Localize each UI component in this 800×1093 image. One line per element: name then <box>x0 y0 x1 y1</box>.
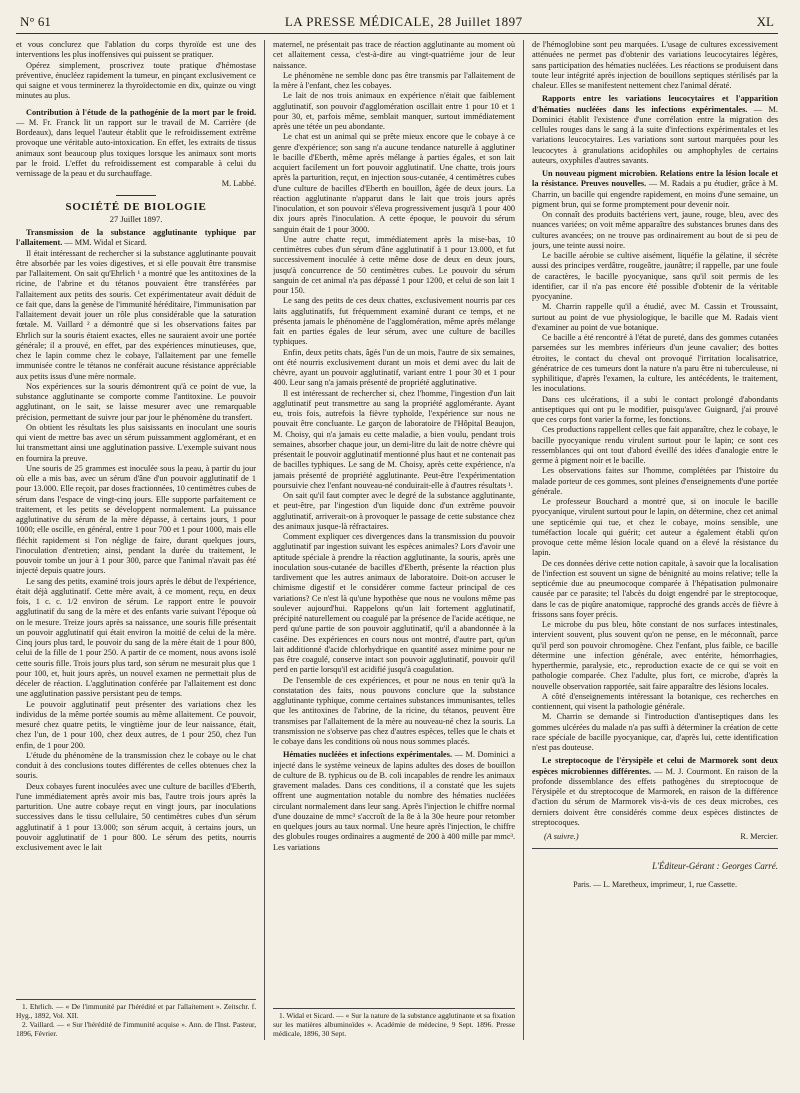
paragraph: On connaît des produits bactériens vert, jaune, rouge, bleu, avec des nuances variées; on voit même apparaître des substances brunes dans des cultures avancées; on ne trouve pas ordinairement au bout de si peu de jours, une teinte aussi noire. <box>532 210 778 250</box>
paragraph: Le sang des petits, examiné trois jours après le début de l'expérience, était déjà agglutinatif. Cette mère avait, à ce moment, reçu, en deux fois, 1 c. c. 1/2 environ de sérum. Le rapport entre le pouvoir agglutinatif du sang de la mère et des enfants varie suivant l'époque où on le mesure. Treize jours après sa naissance, une souris fille présentait un pouvoir agglutinatif qui était environ la moitié de celui de la mère. Cinq jours plus tard, le pouvoir du sang de la mère était de 1 pour 800, celui de la fille de 1 pour 250. A partir de ce moment, nous avons isolé cette souris fille. Trois jours plus tard, son sérum ne mesurait plus que 1 pour 100, et, huit jours après, un nouvel examen ne permettait plus de déceler de réaction. L'agglutination conférée par l'allaitement est donc une agglutination passive persistant peu de temps. <box>16 576 257 699</box>
page-number: XL <box>756 14 774 29</box>
paragraph: et vous conclurez que l'ablation du corps thyroïde est une des interventions les plus inoffensives qui puissent se pratiquer. <box>16 40 257 60</box>
paragraph: On obtient les résultats les plus saisissants en inoculant une souris qui vient de mettre bas avec un sérum puissamment agglomérant, et en lui transmettant ainsi une agglutination passive. L'exemple suivant nous en fournira la preuve. <box>16 422 257 463</box>
paragraph: Nos expériences sur la souris démontrent qu'à ce point de vue, la substance agglutinante se comporte comme l'antitoxine. Le pouvoir agglutinant, on le sait, se laisse mesurer avec une remarquable précision, permettant de suivre jour par jour le phénomène du transfert. <box>16 381 257 422</box>
society-date: 27 Juillet 1897. <box>109 213 163 224</box>
paragraph: Le pouvoir agglutinatif peut présenter des variations chez les individus de la même portée soumis au même allaitement. Ce pouvoir, mesuré chez quatre petits, le vingtième jour de leur naissance, était, chez l'un, de 1 pour 100, chez deux autres, de 1 pour 250, chez l'un enfin, de 1 pour 200. <box>16 699 257 750</box>
paragraph: Comment expliquer ces divergences dans la transmission du pouvoir agglutinatif par ingestion suivant les espèces animales? Lors d'avoir une aptitude spéciale à prendre la réaction agglutinante, la souris, après une inoculation sous-cutanée de bacilles d'Eberth, présente la réaction plus tardivement que les autres animaux de laboratoire. Doit-on accuser le chimisme digestif et le considérer comme facteur principal de ces variations? Ce n'est là qu'une hypothèse que nous ne voulons même pas soulever aujourd'hui. Rappelons qu'un lait fortement agglutinatif, précipité naturellement ou coagulé par la présence de l'acide acétique, ne perd qu'une partie de son pouvoir agglutinatif, qu'il a abandonnée à la caséine. Des expériences en cours nous ont montré, d'autre part, qu'un lait additionné d'acide chlorhydrique en quantité assez minime pour ne pas être coagulé, conserve intact son pouvoir agglutinatif, pouvoir qu'il perd en partie lorsqu'il est acidifié jusqu'à coagulation. <box>273 532 516 675</box>
strepto-text: — M. J. Courmont. En raison de la profonde dissemblance des effets pathogènes du streptocoque de l'érysipèle et du streptocoque de Marmorek, en raison de la différence d'action du sérum de Marmorek vis-à-vis de ces deux microbes, ces derniers doivent être considérés comme deux espèces distinctes de streptocoques. <box>532 766 778 827</box>
strepto-article <box>532 756 778 828</box>
column-2 <box>273 40 515 1040</box>
paragraph: Le microbe du pus bleu, hôte constant de nos surfaces intestinales, intervient souvent, plus souvent qu'on ne pense, en le méconnaît, parce qu'il perd son pouvoir chromogène. Chez l'enfant, plus faible, ce bacille détermine une infection générale, avec entérite, hémorrhagies, hyperthermie, paralysie, etc., reproduction exacte de ce qui se voit en pathologie comparée. Chez l'adulte, plus fort, ce microbe, d'après la nouvelle observation rapportée, sait faire apparaître des lésions locales. <box>532 620 778 691</box>
paragraph: Une autre chatte reçut, immédiatement après la mise-bas, 10 centimètres cubes d'un sérum d'âne agglutinatif à 1 pour 13.000, et fut successivement inoculée à cette même dose de deux en deux jours, jusqu'à concurrence de 50 centimètres cubes. Le pouvoir du sérum sanguin de cet animal n'a pas dépassé 1 pour 1200, et celui de son lait 1 pour 150. <box>273 234 516 295</box>
paragraph: De ces données dérive cette notion capitale, à savoir que la localisation de l'infection est souvent un signe de bénignité au moins relative; telle la septicémie due au pneumocoque comparée à l'hépatisation pulmonaire causée par ce parasite; tel l'abcès du doigt engendré par le streptocoque, dans le cas de piqûre anatomique, rapproché des grands accès de fièvre à frissons sans foyer précis. <box>532 558 778 619</box>
society-title: SOCIÉTÉ DE BIOLOGIE <box>65 200 207 213</box>
paragraph: M. Charrin se demande si l'introduction d'antiseptiques dans les gommes ulcérées du malade n'a pas suffi à déterminer la création de cette race spéciale de bacille pyocyanique, car, d'après lui, cette identification n'est pas douteuse. <box>532 712 778 752</box>
page-header <box>16 14 778 32</box>
hematies-article <box>273 750 515 853</box>
footnotes-col1 <box>16 999 256 1038</box>
footnotes-col2 <box>273 1008 515 1038</box>
paragraph: L'étude du phénomène de la transmission chez le cobaye ou le chat conduit à des conclusions toutes différentes de celles obtenues chez la souris. <box>16 750 257 781</box>
footnote: 1. Ehrlich. — « De l'immunité par l'hérédité et par l'allaitement ». Zeitschr. f. Hyg., 1892, Vol. XII. <box>16 1002 257 1020</box>
transmission-authors: — MM. Widal et Sicard. <box>62 238 147 248</box>
column-separator <box>523 40 524 1040</box>
paragraph: On sait qu'il faut compter avec le degré de la substance agglutinante, et peut-être, par l'ingestion d'un liquide donc d'un extrême pouvoir agglutinatif, arriverait-on à provoquer le passage de cette substance chez des animaux jusque-là réfractaires. <box>273 491 516 531</box>
paragraph: maternel, ne présentait pas trace de réaction agglutinante au moment où cet allaitement cessa, c'est-à-dire au vingt-quatrième jour de leur naissance. <box>273 40 516 70</box>
editor-line: L'Éditeur-Gérant : Georges Carré. <box>652 861 778 872</box>
divider <box>532 848 778 849</box>
a-suivre: (A suivre.) <box>544 832 579 841</box>
contrib-title: Contribution à l'étude de la pathogénie de la mort par le froid. <box>26 107 257 117</box>
paragraph: Il est intéressant de rechercher si, chez l'homme, l'ingestion d'un lait agglutinatif peut transmettre au sang la propriété agglomérante. Ayant eu, trois fois, autrefois la fièvre typhoïde, l'expérience sur nous ne pouvait être concluante. Le garçon de laboratoire de l'Hôpital Beaujon, M. Choisy, qui n'a jamais eu cette maladie, a bien voulu, pendant trois semaines, absorber chaque jour, un demi-litre du lait de notre chèvre qui présentait le pouvoir agglutinatif mentionné plus haut et ne contenait pas de bacilles typhiques. Le sang de M. Choisy, après cette expérience, n'a jamais présenté de propriété agglutinante. Peut-être l'expérimentation poursuivie chez l'enfant nouveau-né conduirait-elle à d'autres résultats ¹. <box>273 388 516 490</box>
paragraph: Enfin, deux petits chats, âgés l'un de un mois, l'autre de six semaines, ont été nourris exclusivement durant un mois et demi avec du lait de chèvre, ayant un pouvoir agglutinatif, variant entre 1 pour 30 et 1 pour 400. Leur sang n'a jamais présenté de propriété agglutinative. <box>273 347 516 388</box>
hematies-title: Hématies nucléées et infections expérimentales. <box>283 750 453 760</box>
footnote: 1. Widal et Sicard. — « Sur la nature de la substance agglutinante et sa fixation sur les matières albuminoïdes ». Académie de médecine, 9 Sept. 1896. Presse médicale, 1896, 30 Sept. <box>273 1011 516 1038</box>
column-3 <box>532 40 778 1040</box>
signature-line <box>532 832 778 842</box>
hematies-text: — M. Dominici a injecté dans le système veineux de lapins adultes des doses de bouillon de culture de B. typhicus ou de B. coli incapables de rendre les animaux gravement malades. Dans ces conditions, il a constaté que les sujets offrent une augmentation notable du nombre des hématies nucléées circulant normalement dans leur sang. Après l'injection le chiffre normal d'une douzaine de mmc³ s'accroît de la 8e à la 30e heure pour retomber en quelques jours au taux normal. Une heure après l'injection, le chiffre des globules rouges ordinaires a augmenté de 200 à 400 mille par mmc³. Les variations <box>273 750 516 852</box>
paragraph: Une souris de 25 grammes est inoculée sous la peau, à partir du jour où elle a mis bas, avec un sérum d'âne d'un pouvoir agglutinatif de 1 pour 13.000. Elle reçoit, par doses fractionnées, 10 centimètres cubes de sérum dans l'espace de vingt-cinq jours. Elle supporte parfaitement ce traitement, et les petits se développent normalement. La puissance agglutinative du sérum de la mère dépasse, à certains jours, 1 pour 1000; elle oscille, en général, entre 1 pour 700 et 1 pour 1000, mais elle fléchit rapidement si l'on néglige de faire, durant quelques jours, l'inoculation d'entretien; ainsi, pendant la durée du traitement, le pouvoir tombe un jour à 1 pour 300, parce que l'animal n'avait pas été injecté depuis quatre jours. <box>16 463 257 576</box>
paragraph: Le professeur Bouchard a montré que, si on inocule le bacille pyocyanique, virulent surtout pour le lapin, on détermine, chez cet animal une septicémie qui tue, et chez le cobaye, moins sensible, une tuméfaction locale qui guérit; cet auteur a également établi qu'on provoque cette même lésion locale quand on a élevé la résistance du lapin. <box>532 497 778 558</box>
printer-line: Paris. — L. Maretheux, imprimeur, 1, rue Cassette. <box>573 879 737 889</box>
signature: R. Mercier. <box>740 832 778 841</box>
rapports-text: — M. Dominici établit l'existence d'une corrélation entre la migration des cellules rouges dans le sang à la suite d'infections expérimentales et les variations leucocytaires. Les variations sont surtout marquées pour les leucocytes à granulations acidophiles ou amphophyles de certains auteurs, oxyphiles d'autres savants. <box>532 104 778 165</box>
paragraph: Le sang des petits de ces deux chattes, exclusivement nourris par ces laits agglutinatifs, fut fréquemment examiné durant ce temps, et ne présenta jamais le phénomène de l'agglomération, même après mélange fait en parties égales de leur sérum, avec une culture de bacilles typhiques. <box>273 296 516 347</box>
paragraph: M. Charrin rappelle qu'il a étudié, avec M. Cassin et Troussaint, surtout au point de vue physiologique, le bacille que M. Radais vient d'examiner au point de vue botanique. <box>532 302 778 332</box>
paragraph: Ces productions rappellent celles que fait apparaître, chez le cobaye, le bacille pyocyanique rendu virulent surtout pour le lapin; ce sont ces ressemblances qui ont tout d'abord éveillé des idées d'analogie entre le germe à pigment noir et le bacille. <box>532 425 778 465</box>
paragraph: Ce bacille a été rencontré à l'état de pureté, dans des gommes cutanées parsemées sur les membres inférieurs d'un jeune cavalier; des bottes étroites, le contact du cheval ont provoqué l'irritation localisatrice, génératrice de ces tumeurs dont la nature n'a paru être ni tuberculeuse, ni syphilitique, d'après l'examen, la culture, les antécédents, le traitement, les inoculations. <box>532 333 778 394</box>
rapports-article <box>532 94 778 166</box>
transmission-title: Transmission de la substance agglutinante typhique par l'allaitement. <box>16 228 257 248</box>
pigment-article <box>532 169 778 210</box>
column-1 <box>16 40 256 1040</box>
column-separator <box>264 40 265 1040</box>
issue-number: N° 61 <box>20 14 51 29</box>
paragraph: De l'ensemble de ces expériences, et pour ne nous en tenir qu'à la constatation des faits, nous pouvons conclure que la substance agglutinante typhique, comme certaines substances immunisantes, telles que les antitoxines de l'abrine, de la ricine, du tétanos, peuvent être transmises par l'allaitement de la mère au nouveau-né chez la souris. La transmission ne s'observe pas chez d'autres espèces, telles que le chats et le cobaye dans les conditions où nous nous sommes placés. <box>273 675 516 746</box>
paragraph: de l'hémoglobine sont peu marquées. L'usage de cultures excessivement atténuées ne permet pas d'obtenir des variations leucocytaires légères, sans participation des hématies nucléées. Les réactions se produisent dans toute leur intégrité après injection de bouillons septiques stérilisés par la chaleur. Elles se manifestent nettement chez l'animal dératé. <box>532 40 778 90</box>
contrib-article <box>16 108 256 180</box>
paragraph: Opérez simplement, proscrivez toute pratique d'hémostase préventive, énucléez rapidement la tumeur, en pinçant exclusivement ce qui saigne et vous terminerez la thyroïdectomie en dix, quinze ou vingt minutes au plus. <box>16 60 257 101</box>
footnote: 2. Vaillard. — « Sur l'hérédité de l'immunité acquise ». Ann. de l'Inst. Pasteur, 1896, Février. <box>16 1020 257 1038</box>
journal-title: LA PRESSE MÉDICALE, 28 Juillet 1897 <box>284 14 523 29</box>
divider <box>116 195 156 196</box>
strepto-title: Le streptocoque de l'érysipèle et celui de Marmorek sont deux espèces microbiennes différentes. <box>532 756 778 776</box>
columns <box>16 40 778 1040</box>
paragraph: Le bacille aérobie se cultive aisément, liquéfie la gélatine, il sécrète aussi des principes verdâtre, rougeâtre, jaunâtre; il rappelle, par une foule de caractères, le bacille pyocyanique, sans qu'il soit permis de les identifier, car il n'a pas encore été possible d'obtenir de la véritable pyocyanine. <box>532 251 778 301</box>
rapports-title: Rapports entre les variations leucocytaires et l'apparition d'hématies nucléées dans les infections expérimentales. <box>532 94 778 114</box>
contrib-sign: M. Labbé. <box>221 179 257 189</box>
paragraph: Le lait de nos trois animaux en expérience n'était que faiblement agglutinatif, son pouvoir d'agglomération oscillait entre 1 pour 10 et 1 pour 30, et, parfois même, semblait manquer, surtout immédiatement après une tétée un peu abondante. <box>273 91 516 131</box>
paragraph: Le chat est un animal qui se prête mieux encore que le cobaye à ce genre d'expérience; son sang n'a aucune tendance naturelle à agglutiner le bacille d'Eberth, même après mélange à parties égales, et son lait acquiert facilement un fort pouvoir agglutinatif. Une chatte, trois jours après la parturition, reçut, en injection sous-cutanée, 4 centimètres cubes d'une culture de bacilles d'Eberth en bouillon, âgée de deux jours. La réaction agglutinante n'apparut dans le lait que trois jours après l'inoculation, et son pouvoir s'éleva progressivement jusqu'à 1 pour 400 dix jours après l'inoculation. A cette époque, le pouvoir du sérum sanguin était de 1 pour 3000. <box>273 132 516 234</box>
paragraph: Il était intéressant de rechercher si la substance agglutinante pouvait être absorbée par les voies digestives, et si elle pouvait être transmise par l'allaitement. On sait qu'Ehrlich ¹ a montré que les antitoxines de la ricine, de l'abrine et du tétanos pouvaient être transférées par l'allaitement aux petits des souris. Cet expérimentateur avait déduit de ce fait que, dans la genèse de l'immunité héréditaire, l'immunisation par l'allaitement devait jouer un rôle plus considérable que la saturation fœtale. M. Vaillard ² a démontré que si les observations faites par Ehrlich sur la souris étaient exactes, elles ne sauraient avoir une portée générale; il a prouvé, en effet, par des expériences minutieuses, que, chez le lapin comme chez le cobaye, l'allaitement par une femelle immunisée contre le tétanos ne conférait aucune résistance appréciable aux petits issus d'une mère normale. <box>16 248 257 381</box>
paragraph: A côté d'enseignements intéressant la botanique, ces recherches en contiennent, qui visent la pathologie générale. <box>532 691 778 711</box>
pigment-text: — M. Radais a pu étudier, grâce à M. Charrin, un bacille qui engendre rapidement, en moins d'une semaine, un pigment brun, qui se forme promptement pour devenir noir. <box>532 179 778 209</box>
transmission-heading <box>16 228 256 249</box>
paragraph: Le phénomène ne semble donc pas être transmis par l'allaitement de la mère à l'enfant, chez les cobayes. <box>273 70 516 90</box>
paragraph: Dans ces ulcérations, il a subi le contact prolongé d'abondants antiseptiques qui ont pu le modifier, puisqu'avec Guignard, j'ai prouvé que ces corps font varier la forme, les fonctions. <box>532 394 778 424</box>
paragraph: Deux cobayes furent inoculées avec une culture de bacilles d'Eberth, l'une immédiatement après avoir mis bas, l'autre trois jours après la parturition. Une autre cobaye reçut en vingt jours, par inoculations successives dans le tissu cellulaire, 50 centimètres cubes d'un sérum agglutinatif à 1 pour 13.000; son sérum acquit, à certains jours, un pouvoir agglutinatif de 1 pour 800. Le sérum des petits, nourris exclusivement avec le lait <box>16 781 257 852</box>
paragraph: Les observations faites sur l'homme, complétées par l'histoire du malade porteur de ces gommes, sont pleines d'enseignements d'une portée générale. <box>532 466 778 496</box>
contrib-text: — M. Fr. Franck lit un rapport sur le travail de M. Carrière (de Bordeaux), dans lequel l'auteur établit que le refroidissement extrême provoque une véritable auto-intoxication. En effet, les extraits de tissus animaux sont beaucoup plus toxiques lorsque les animaux sont morts par le froid. L'effet du refroidissement est comparable à celui du vernissage de la peau et du surchauffage. <box>16 117 257 178</box>
pigment-title: Un nouveau pigment microbien. Relations entre la lésion locale et la résistance. Preuves nouvelles. <box>532 169 778 189</box>
header-rule <box>16 33 778 34</box>
